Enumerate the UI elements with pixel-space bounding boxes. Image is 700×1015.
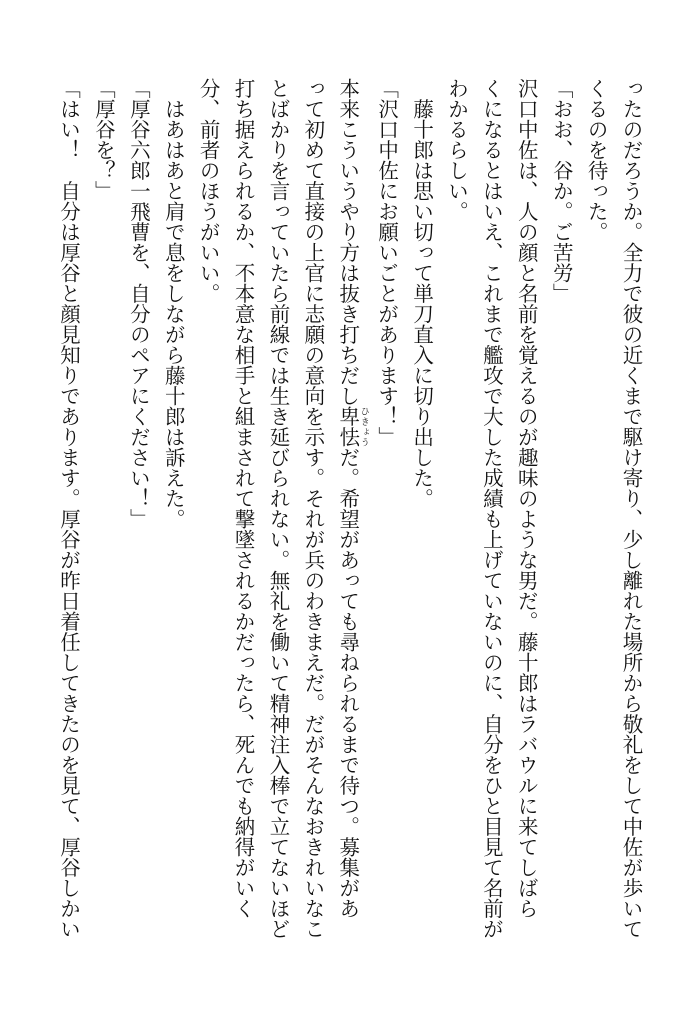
text-line-1: ったのだろうか。全力で彼の近くまで駆け寄り、少し離れた場所から敬礼をして中佐が歩いて [619,78,643,939]
text-line-11: とばかりを言っていたら前線では生き延びられない。無礼を働いて精神注入棒で立てないほど [265,78,290,939]
text-line-13: 分、前者のほうがいい。 [196,78,221,304]
text-line-9-post: だ。希望があっても尋ねられるまで待つ。募集があ [335,447,360,919]
text-line-6: わかるらしい。 [444,78,469,222]
ruby-base: 卑怯 [335,406,360,447]
text-line-16: 「厚谷を？」 [91,78,116,201]
text-line-14: はあはあと肩で息をしながら藤十郎は訴えた。 [161,78,186,529]
text-line-15: 「厚谷六郎一飛曹を、自分のペアにください！」 [126,78,151,529]
ruby-word [335,406,369,447]
text-line-12: 打ち据えられるか、不本意な相手と組まされて撃墜されるかだったら、死んでも納得がいく [231,78,256,919]
text-line-4: 沢口中佐は、人の顔と名前を覚えるのが趣味のような男だ。藤十郎はラバウルに来てしばら [514,78,539,919]
text-line-17: 「はい！ 自分は厚谷と顔見知りであります。厚谷が昨日着任してきたのを見て、厚谷しかい [56,78,81,939]
text-line-8: 「沢口中佐にお願いごとがあります！」 [374,78,399,447]
text-line-3: 「おお、谷か。ご苦労」 [549,78,574,304]
text-line-5: くになるとはいえ、これまで艦攻で大した成績も上げていないのに、自分をひと目見て名前が [479,78,504,939]
vertical-text-body [51,78,648,958]
text-line-9-pre: 本来こういうやり方は抜き打ちだし [335,78,360,406]
text-line-7: 藤十郎は思い切って単刀直入に切り出した。 [409,78,434,509]
text-line-2: くるのを待った。 [584,78,609,242]
text-line-9 [330,78,369,958]
text-line-10: って初めて直接の上官に志願の意向を示す。それが兵のわきまえだ。だがそんなおきれいなこ [300,78,325,939]
ruby-reading: ひきょう [358,406,369,447]
